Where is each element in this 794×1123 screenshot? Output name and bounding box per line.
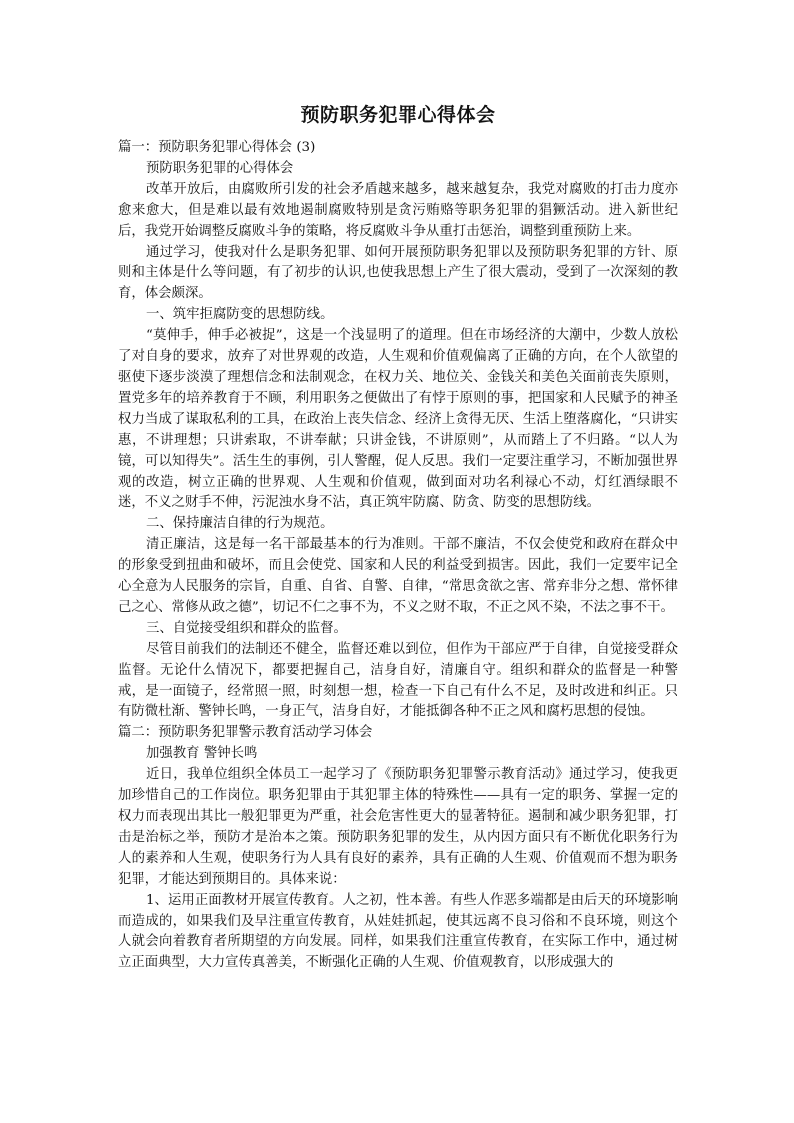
section-heading: 篇一：预防职务犯罪心得体会 (3) (118, 140, 316, 155)
paragraph: 尽管目前我们的法制还不健全，监督还难以到位，但作为干部应严于自律，自觉接受群众监督。无论什么情况下，都要把握自己，洁身自好，清廉自守。组织和群众的监督是一种警戒，是一面镜子，经常照一照，时刻想一想，检查一下自己有什么不足，及时改进和纠正。只有防微杜渐、警钟长鸣，一身正气，洁身自好，才能抵御各种不正之风和腐朽思想的侵蚀。 (118, 641, 678, 720)
paragraph: 改革开放后，由腐败所引发的社会矛盾越来越多，越来越复杂，我党对腐败的打击力度亦愈来愈大，但是难以最有效地遏制腐败特别是贪污贿赂等职务犯罪的猖獗活动。进入新世纪后，我党开始调整反腐败斗争的策略，将反腐败斗争从重打击惩治，调整到重预防上来。 (118, 181, 678, 239)
document-title: 预防职务犯罪心得体会 (300, 104, 496, 126)
paragraph: 清正廉洁，这是每一名干部最基本的行为准则。干部不廉洁，不仅会使党和政府在群众中的形象受到扭曲和破坏，而且会使党、国家和人民的利益受到损害。因此，我们一定要牢记全心全意为人民服务的宗旨，自重、自省、自警、自律，“常思贪欲之害、常弃非分之想、常怀律己之心、常修从政之德”，切记不仁之事不为，不义之财不取，不正之风不染，不法之事不干。 (118, 537, 678, 615)
paragraph: 通过学习，使我对什么是职务犯罪、如何开展预防职务犯罪以及预防职务犯罪的方针、原则和主体是什么等问题，有了初步的认识,也使我思想上产生了很大震动，受到了一次深刻的教育，体会颇深。 (118, 244, 678, 302)
paragraph: 一、筑牢拒腐防变的思想防线。 (146, 307, 334, 323)
paragraph: “莫伸手，伸手必被捉”，这是一个浅显明了的道理。但在市场经济的大潮中，少数人放松了对自身的要求，放弃了对世界观的改造，人生观和价值观偏离了正确的方向，在个人欲望的驱使下逐步淡漠了理想信念和法制观念，在权力关、地位关、金钱关和美色关面前丧失原则，置党多年的培养教育于不顾，利用职务之便做出了有悖于原则的事，把国家和人民赋予的神圣权力当成了谋取私利的工具，在政治上丧失信念、经济上贪得无厌、生活上堕落腐化，“只讲实惠，不讲理想；只讲索取，不讲奉献；只讲金钱，不讲原则”，从而踏上了不归路。“以人为镜，可以知得失”。活生生的事例，引人警醒，促人反思。我们一定要注重学习，不断加强世界观的改造，树立正确的世界观、人生观和价值观，做到面对功名利禄心不动，灯红酒绿眼不迷，不义之财手不伸，污泥浊水身不沾，真正筑牢防腐、防贪、防变的思想防线。 (118, 328, 678, 511)
document-page (118, 100, 678, 974)
paragraph: 近日，我单位组织全体员工一起学习了《预防职务犯罪警示教育活动》通过学习，使我更加珍惜自己的工作岗位。职务犯罪由于其犯罪主体的特殊性——具有一定的职务、掌握一定的权力而表现出其比一般犯罪更为严重，社会危害性更大的显著特征。遏制和减少职务犯罪，打击是治标之举，预防才是治本之策。预防职务犯罪的发生，从内因方面只有不断优化职务行为人的素养和人生观，使职务行为人具有良好的素养，具有正确的人生观、价值观而不想为职务犯罪，才能达到预期目的。具体来说： (118, 767, 678, 887)
paragraph: 1、运用正面教材开展宣传教育。人之初，性本善。有些人作恶多端都是由后天的环境影响而造成的，如果我们及早注重宣传教育，从娃娃抓起，使其远离不良习俗和不良环境，则这个人就会向着教育者所期望的方向发展。同样，如果我们注重宣传教育，在实际工作中，通过树立正面典型，大力宣传真善美，不断强化正确的人生观、价值观教育，以形成强大的 (118, 892, 678, 971)
paragraph: 三、自觉接受组织和群众的监督。 (146, 620, 347, 636)
paragraph: 预防职务犯罪的心得体会 (146, 160, 294, 176)
section-heading: 篇二：预防职务犯罪警示教育活动学习体会 (118, 725, 373, 741)
paragraph: 加强教育 警钟长鸣 (146, 746, 258, 762)
document-body (118, 138, 678, 974)
paragraph: 二、保持廉洁自律的行为规范。 (146, 516, 334, 532)
